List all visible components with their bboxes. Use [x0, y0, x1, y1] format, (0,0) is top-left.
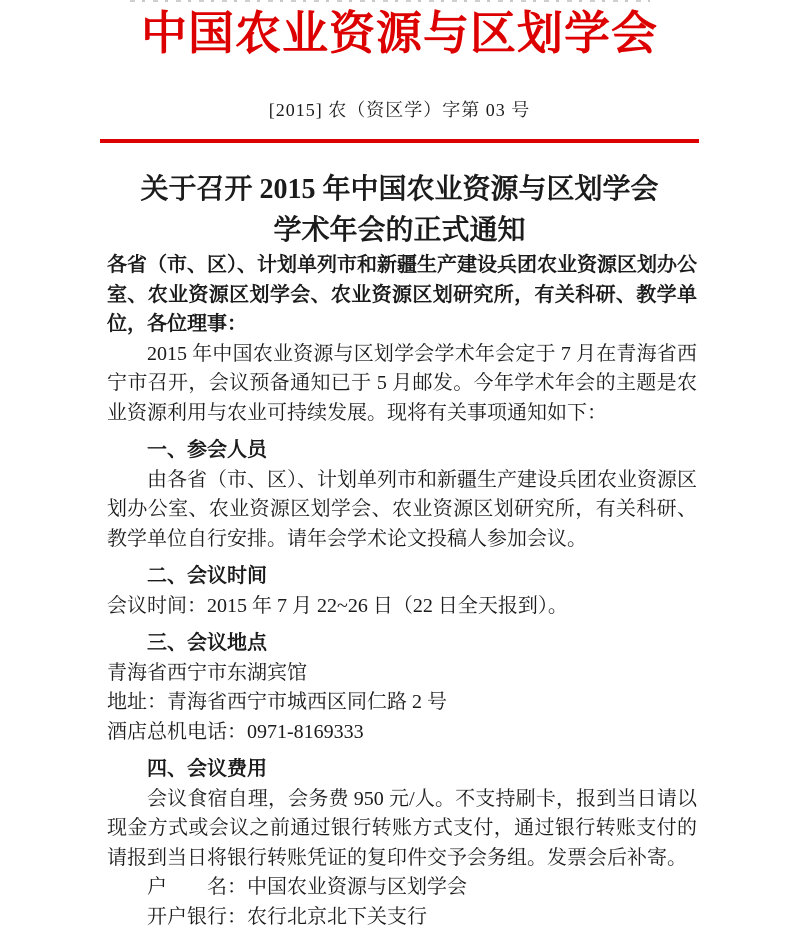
notice-title-line2: 学术年会的正式通知 — [273, 215, 526, 246]
document-content — [0, 6, 799, 932]
section-fees-heading: 四、会议费用 — [147, 758, 267, 780]
section-attendees-paragraph: 由各省（市、区）、计划单列市和新疆生产建设兵团农业资源区划办公室、农业资源区划学会、农业资源区划研究所，有关科研、教学单位自行安排。请年会学术论文投稿人参加会议。 — [107, 468, 697, 550]
bank-account-name-line: 户 名：中国农业资源与区划学会 — [147, 876, 467, 898]
notice-title — [100, 169, 699, 251]
notice-title-line1: 关于召开 2015 年中国农业资源与区划学会 — [140, 174, 659, 205]
section-time-heading: 二、会议时间 — [147, 565, 267, 587]
scan-artifact — [130, 0, 650, 2]
venue-address-line: 地址：青海省西宁市城西区同仁路 2 号 — [107, 691, 447, 713]
letterhead-rule — [100, 139, 699, 143]
section-attendees-heading: 一、参会人员 — [147, 439, 267, 461]
venue-phone-line: 酒店总机电话：0971-8169333 — [107, 720, 364, 743]
doc-number: [2015] 农（资区学）字第 03 号 — [268, 100, 531, 120]
document-body — [100, 251, 699, 932]
meeting-time-line: 会议时间：2015 年 7 月 22~26 日（22 日全天报到）。 — [107, 594, 568, 617]
letterhead-org-title: 中国农业资源与区划学会 — [141, 8, 658, 59]
section-fees-paragraph: 会议食宿自理，会务费 950 元/人。不支持刷卡，报到当日请以现金方式或会议之前通过银行转账方式支付，通过银行转账支付的请报到当日将银行转账凭证的复印件交予会务组。发票会后补寄。 — [107, 787, 697, 869]
section-venue-heading: 三、会议地点 — [147, 632, 267, 654]
salutation-paragraph: 各省（市、区）、计划单列市和新疆生产建设兵团农业资源区划办公室、农业资源区划学会、农业资源区划研究所，有关科研、教学单位，各位理事： — [107, 254, 697, 335]
intro-paragraph: 2015 年中国农业资源与区划学会学术年会定于 7 月在青海省西宁市召开，会议预备通知已于 5 月邮发。今年学术年会的主题是农业资源利用与农业可持续发展。现将有关事项通知如下： — [107, 342, 697, 424]
bank-branch-line: 开户银行：农行北京北下关支行 — [147, 905, 427, 928]
venue-name-line: 青海省西宁市东湖宾馆 — [107, 661, 307, 684]
